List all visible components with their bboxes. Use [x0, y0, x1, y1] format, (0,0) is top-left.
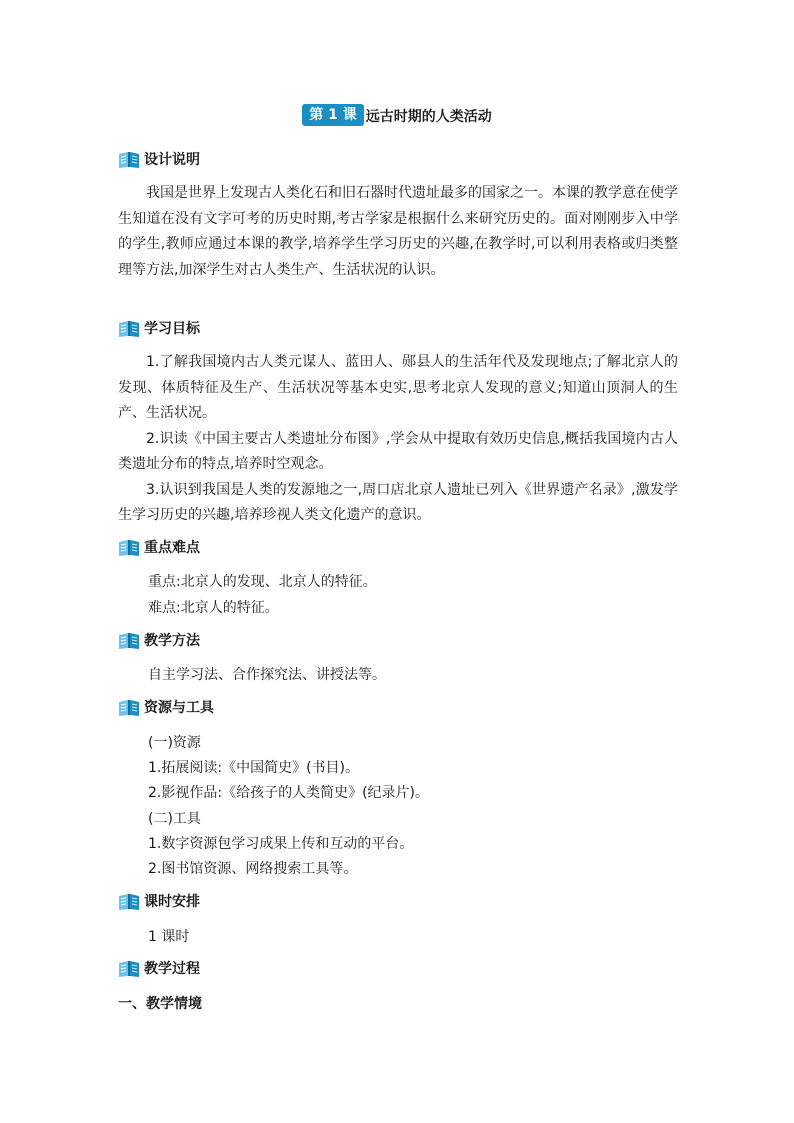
goals-list: [118, 350, 678, 529]
design-paragraph: [118, 181, 678, 283]
section-heading-label: 重点难点: [144, 540, 200, 556]
resource-line: 2.图书馆资源、网络搜索工具等。: [148, 861, 358, 877]
lesson-title-text: 远古时期的人类活动: [365, 109, 492, 125]
resource-line: (一)资源: [148, 735, 201, 751]
resource-line: (二)工具: [148, 811, 201, 827]
section-heading-design: [118, 149, 200, 171]
section-heading-keypoints: [118, 537, 200, 559]
book-icon: [118, 893, 140, 911]
design-text: 我国是世界上发现古人类化石和旧石器时代遗址最多的国家之一。本课的教学意在使学生知道在没有文字可考的历史时期,考古学家是根据什么来研究历史的。面对刚刚步入中学的学生,教师应通过本课的教学,培养学生学习历史的兴趣,在教学时,可以利用表格或归类整理等方法,加深学生对古人类生产、生活状况的认识。: [118, 185, 678, 278]
section-heading-process: [118, 958, 200, 980]
section-heading-methods: [118, 630, 200, 652]
resource-line: 1.数字资源包学习成果上传和互动的平台。: [148, 836, 414, 852]
resource-line: 1.拓展阅读:《中国简史》(书目)。: [148, 760, 359, 776]
part-one-heading: 一、教学情境: [118, 996, 202, 1012]
schedule-text: 1 课时: [148, 929, 190, 945]
book-icon: [118, 320, 140, 338]
goal-item: 2.识读《中国主要古人类遗址分布图》,学会从中提取有效历史信息,概括我国境内古人类遗址分布的特点,培养时空观念。: [118, 430, 678, 472]
section-heading-label: 学习目标: [144, 321, 200, 337]
goal-item: 1.了解我国境内古人类元谋人、蓝田人、郧县人的生活年代及发现地点;了解北京人的发现、体质特征及生产、生活状况等基本史实,思考北京人发现的意义;知道山顶洞人的生产、生活状况。: [118, 354, 678, 421]
book-icon: [118, 632, 140, 650]
lesson-title: [0, 104, 794, 126]
section-heading-label: 教学方法: [144, 633, 200, 649]
lesson-badge: 第 1 课: [302, 104, 364, 126]
difficulty-point: 难点:北京人的特征。: [148, 600, 279, 616]
methods-text: 自主学习法、合作探究法、讲授法等。: [148, 667, 386, 683]
goal-item: 3.认识到我国是人类的发源地之一,周口店北京人遗址已列入《世界遗产名录》,激发学生学习历史的兴趣,培养珍视人类文化遗产的意识。: [118, 481, 678, 523]
resource-line: 2.影视作品:《给孩子的人类简史》(纪录片)。: [148, 785, 429, 801]
section-heading-label: 设计说明: [144, 152, 200, 168]
focus-point: 重点:北京人的发现、北京人的特征。: [148, 574, 377, 590]
section-heading-schedule: [118, 891, 200, 913]
book-icon: [118, 151, 140, 169]
section-heading-label: 资源与工具: [144, 700, 214, 716]
book-icon: [118, 960, 140, 978]
section-heading-label: 课时安排: [144, 894, 200, 910]
section-heading-resources: [118, 697, 214, 719]
book-icon: [118, 699, 140, 717]
book-icon: [118, 539, 140, 557]
section-heading-goals: [118, 318, 200, 340]
section-heading-label: 教学过程: [144, 961, 200, 977]
